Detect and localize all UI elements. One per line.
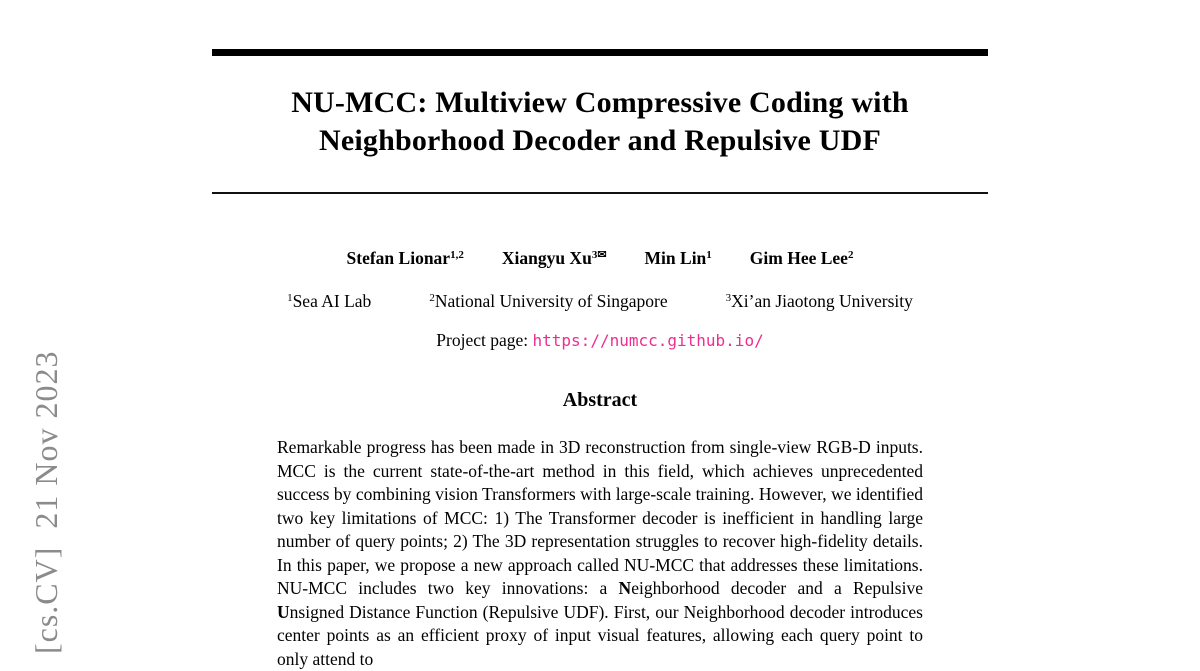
- abstract-bold-letter: U: [277, 601, 290, 622]
- affiliation-name: National University of Singapore: [434, 291, 668, 311]
- author-list: [212, 243, 988, 270]
- author-name: Min Lin: [644, 248, 707, 268]
- affiliation-name: Xi’an Jiaotong University: [731, 291, 913, 311]
- abstract-heading: Abstract: [562, 389, 638, 411]
- paper-title-line-2: Neighborhood Decoder and Repulsive UDF: [318, 124, 882, 157]
- author-affiliation-sup: 3✉: [591, 249, 607, 261]
- author-affiliation-sup: 1,2: [450, 249, 464, 261]
- project-page-line: [212, 328, 988, 353]
- author-affiliation-sup: 1: [706, 249, 712, 261]
- author-name: Gim Hee Lee: [749, 248, 848, 268]
- author-name: Xiangyu Xu: [501, 248, 592, 268]
- affiliation: [287, 286, 371, 313]
- author: [750, 243, 854, 270]
- abstract-segment: Remarkable progress has been made in 3D reconstruction from single-view RGB-D inputs. MCC is the current state-of-the-art method in this field, which achieves unprecedented success by combining vision Transformers with large-scale training. However, we identified two key limitations of MCC: 1) The Transformer decoder is inefficient in handling large number of query points; 2) The 3D representation struggles to recover high-fidelity details. In this paper, we propose a new approach called NU-MCC that addresses these limitations. NU-MCC includes two key innovations: a: [277, 437, 923, 598]
- affiliation: [726, 286, 913, 313]
- project-page-url-link[interactable]: https://numcc.github.io/: [532, 331, 764, 350]
- paper-title: [212, 84, 988, 160]
- author-affiliation-sup: 2: [847, 249, 854, 261]
- affiliation-sup: 1: [287, 292, 293, 304]
- title-rule-bottom: [212, 192, 988, 194]
- abstract-bold-letter: N: [618, 578, 632, 598]
- abstract-segment: eighborhood decoder and a Repulsive: [631, 578, 923, 598]
- project-page-label: Project page:: [436, 330, 529, 350]
- abstract-text: [277, 436, 923, 671]
- author: [347, 243, 464, 270]
- arxiv-watermark: [cs.CV] 21 Nov 2023: [28, 350, 64, 654]
- affiliation-sup: 3: [725, 292, 732, 304]
- affiliation-sup: 2: [429, 292, 435, 304]
- affiliation-name: Sea AI Lab: [292, 291, 372, 311]
- affiliation-list: [212, 286, 988, 313]
- author: [502, 243, 607, 270]
- paper-title-line-1: NU-MCC: Multiview Compressive Coding with: [291, 86, 909, 119]
- author-name: Stefan Lionar: [346, 248, 451, 268]
- paper-page: [212, 0, 988, 671]
- abstract-segment: nsigned Distance Function (Repulsive UDF). First, our Neighborhood decoder introduces center points as an efficient proxy of input visual features, allowing each query point to only attend to: [277, 601, 923, 669]
- affiliation: [429, 286, 667, 313]
- author: [645, 243, 712, 270]
- title-rule-top: [212, 49, 988, 56]
